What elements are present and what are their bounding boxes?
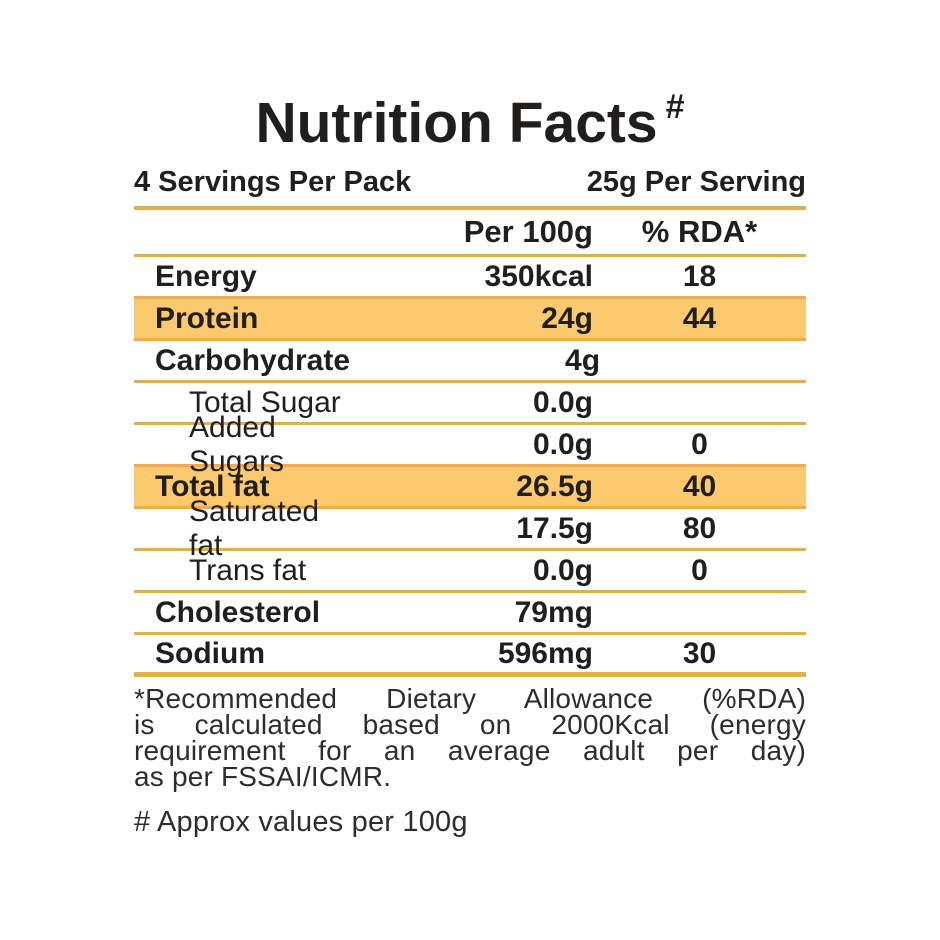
nutrient-row bbox=[134, 551, 806, 593]
nutrition-table-body bbox=[134, 257, 806, 677]
nutrient-row bbox=[134, 494, 806, 562]
nutrient-value: 0.0g bbox=[532, 427, 593, 461]
nutrient-label: Saturated fat bbox=[189, 494, 320, 562]
servings-per-pack: 4 Servings Per Pack bbox=[134, 166, 412, 198]
nutrient-value: 24g bbox=[541, 301, 593, 335]
nutrient-rda: 18 bbox=[682, 259, 717, 293]
nutrient-label: Energy bbox=[155, 259, 257, 293]
nutrient-row bbox=[134, 296, 806, 341]
nutrient-rda: 0 bbox=[691, 553, 708, 587]
nutrient-row bbox=[134, 410, 806, 478]
rda-footnote-line: is calculated based on 2000Kcal (energy bbox=[134, 709, 806, 740]
nutrient-rda: 80 bbox=[682, 511, 717, 545]
nutrient-value: 17.5g bbox=[516, 511, 593, 545]
nutrient-value: 0.0g bbox=[532, 553, 593, 587]
nutrient-label: Trans fat bbox=[189, 553, 307, 587]
rda-footnote-line: *Recommended Dietary Allowance (%RDA) bbox=[134, 683, 806, 714]
nutrient-value: 350kcal bbox=[484, 259, 593, 293]
header-rda: % RDA* bbox=[641, 214, 758, 249]
nutrient-label: Total Sugar bbox=[189, 385, 341, 419]
header-per-100g: Per 100g bbox=[463, 214, 593, 249]
serving-size: 25g Per Serving bbox=[586, 166, 806, 198]
rda-footnote-line: requirement for an average adult per day) bbox=[134, 735, 806, 766]
nutrient-label: Cholesterol bbox=[155, 595, 321, 629]
nutrient-value: 26.5g bbox=[516, 469, 593, 503]
page-title: Nutrition Facts bbox=[255, 91, 658, 155]
nutrient-row bbox=[134, 593, 806, 635]
title-block bbox=[134, 88, 806, 156]
nutrient-value: 596mg bbox=[497, 636, 593, 670]
nutrition-label bbox=[134, 0, 806, 839]
nutrient-row bbox=[134, 341, 806, 383]
rda-footnote bbox=[134, 683, 806, 792]
nutrient-rda: 30 bbox=[682, 636, 717, 670]
servings-row bbox=[134, 166, 806, 210]
nutrient-label: Added Sugars bbox=[189, 410, 285, 478]
approx-values-note: # Approx values per 100g bbox=[134, 806, 468, 838]
nutrient-rda: 44 bbox=[682, 301, 717, 335]
rda-footnote-line: as per FSSAI/ICMR. bbox=[134, 761, 392, 792]
nutrient-value: 79mg bbox=[514, 595, 593, 629]
nutrient-label: Carbohydrate bbox=[155, 343, 351, 377]
nutrient-label: Sodium bbox=[155, 636, 265, 670]
nutrient-rda: 40 bbox=[682, 469, 717, 503]
nutrient-rda: 0 bbox=[691, 427, 708, 461]
nutrient-row bbox=[134, 635, 806, 677]
nutrient-row bbox=[134, 257, 806, 299]
nutrient-value: 4g bbox=[565, 343, 601, 377]
nutrient-label: Total fat bbox=[155, 469, 270, 503]
nutrient-value: 0.0g bbox=[532, 385, 593, 419]
table-header bbox=[134, 210, 806, 257]
title-hash-mark: # bbox=[665, 88, 685, 126]
nutrient-label: Protein bbox=[155, 301, 259, 335]
